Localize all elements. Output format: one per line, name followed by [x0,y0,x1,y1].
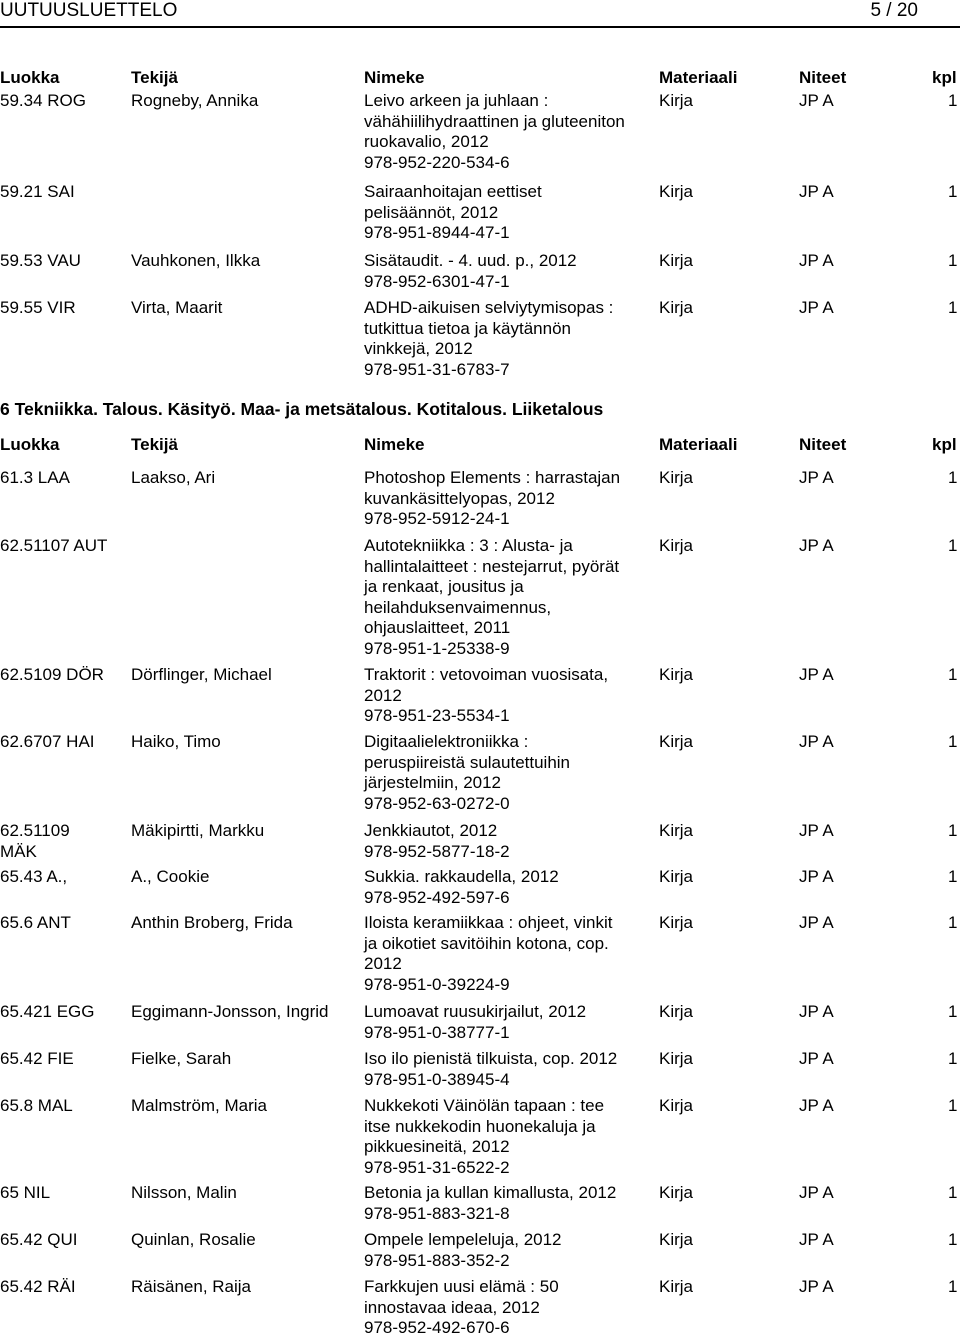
row-nimeke-line: itse nukkekodin huonekaluja ja [364,1116,596,1136]
column-header-tekija: Tekijä [131,68,178,87]
row-nimeke-line: ja oikotiet savitöihin kotona, cop. [364,933,609,953]
row-materiaali: Kirja [659,665,694,684]
row-tekija: Vauhkonen, Ilkka [131,251,261,270]
row-nimeke [364,1230,654,1271]
row-luokka: 65.6 ANT [0,913,71,932]
row-nimeke-line: vähähiilihydraattinen ja gluteeniton [364,111,625,131]
row-nimeke-line: peruspiireistä sulautettuihin [364,752,571,772]
row-tekija: Quinlan, Rosalie [131,1230,256,1249]
row-niteet: JP A [799,821,834,840]
row-isbn: 978-951-8944-47-1 [364,223,510,243]
row-nimeke [364,867,654,908]
row-kpl: 1 [948,867,958,886]
row-isbn: 978-951-883-352-2 [364,1250,510,1270]
row-isbn: 978-952-492-670-6 [364,1318,510,1338]
row-luokka: 59.53 VAU [0,251,81,270]
row-isbn: 978-952-5912-24-1 [364,509,510,529]
row-tekija: Mäkipirtti, Markku [131,821,265,840]
row-nimeke [364,1049,654,1090]
row-luokka: 59.34 ROG [0,91,86,110]
row-luokka: 62.51107 AUT [0,536,108,555]
row-kpl: 1 [948,1002,958,1021]
row-nimeke-line: Ompele lempeleluja, 2012 [364,1230,562,1249]
row-nimeke-line: Farkkujen uusi elämä : 50 [364,1277,559,1296]
row-luokka: 65.8 MAL [0,1096,73,1115]
row-luokka: 59.21 SAI [0,182,75,201]
row-nimeke-line: tutkittua tietoa ja käytännön [364,318,571,338]
column-header-luokka: Luokka [0,68,60,87]
column-header-materiaali: Materiaali [659,68,738,87]
row-nimeke-line: pelisäännöt, 2012 [364,202,499,222]
row-nimeke-line: ADHD-aikuisen selviytymisopas : [364,298,614,317]
row-materiaali: Kirja [659,182,694,201]
row-nimeke [364,536,654,660]
page-number: 5 / 20 [870,0,918,21]
row-kpl: 1 [948,1096,958,1115]
row-nimeke-line: Betonia ja kullan kimallusta, 2012 [364,1183,617,1202]
row-kpl: 1 [948,536,958,555]
row-nimeke-line: innostavaa ideaa, 2012 [364,1297,540,1317]
row-nimeke [364,665,654,727]
row-nimeke [364,1183,654,1224]
row-tekija: Virta, Maarit [131,298,223,317]
row-nimeke-line: pikkuesineitä, 2012 [364,1137,510,1157]
row-niteet: JP A [799,468,834,487]
row-materiaali: Kirja [659,867,694,886]
row-niteet: JP A [799,251,834,270]
row-isbn: 978-951-31-6783-7 [364,359,510,379]
row-tekija: Nilsson, Malin [131,1183,237,1202]
row-luokka: 62.6707 HAI [0,732,95,751]
row-kpl: 1 [948,298,958,317]
row-luokka: 65.42 FIE [0,1049,74,1068]
row-luokka: 61.3 LAA [0,468,70,487]
row-niteet: JP A [799,913,834,932]
row-nimeke-line: Iloista keramiikkaa : ohjeet, vinkit [364,913,613,932]
page-title: UUTUUSLUETTELO [0,0,178,21]
row-isbn: 978-951-883-321-8 [364,1203,510,1223]
row-isbn: 978-951-31-6522-2 [364,1157,510,1177]
row-niteet: JP A [799,867,834,886]
row-nimeke [364,1277,654,1339]
row-nimeke [364,182,654,244]
row-tekija: Räisänen, Raija [131,1277,252,1296]
row-niteet: JP A [799,1183,834,1202]
row-kpl: 1 [948,821,958,840]
column-header-row-2 [0,435,960,457]
row-nimeke [364,913,654,995]
row-niteet: JP A [799,298,834,317]
row-luokka: 65.42 QUI [0,1230,78,1249]
row-nimeke-line: Sisätaudit. - 4. uud. p., 2012 [364,251,577,270]
row-materiaali: Kirja [659,1183,694,1202]
column-header-row-1 [0,68,960,90]
column-header-niteet: Niteet [799,435,847,454]
column-header-kpl: kpl [932,68,957,87]
row-nimeke [364,1096,654,1178]
row-nimeke-line: Sukkia. rakkaudella, 2012 [364,867,559,886]
row-nimeke [364,298,654,380]
row-kpl: 1 [948,665,958,684]
row-luokka: 65.421 EGG [0,1002,95,1021]
column-header-luokka: Luokka [0,435,60,454]
column-header-nimeke: Nimeke [364,435,425,454]
row-kpl: 1 [948,182,958,201]
row-niteet: JP A [799,91,834,110]
row-nimeke-line: 2012 [364,685,402,705]
row-luokka: 65.42 RÄI [0,1277,76,1296]
row-kpl: 1 [948,251,958,270]
row-tekija: A., Cookie [131,867,210,886]
row-materiaali: Kirja [659,91,694,110]
row-materiaali: Kirja [659,1277,694,1296]
section-title: 6 Tekniikka. Talous. Käsityö. Maa- ja metsätalous. Kotitalous. Liiketalous [0,399,604,419]
row-luokka: 62.51109 MÄK [0,821,70,861]
row-nimeke [364,821,654,862]
row-niteet: JP A [799,665,834,684]
row-materiaali: Kirja [659,821,694,840]
row-materiaali: Kirja [659,536,694,555]
row-nimeke-line: Jenkkiautot, 2012 [364,821,498,840]
row-kpl: 1 [948,913,958,932]
row-nimeke-line: Leivo arkeen ja juhlaan : [364,91,549,110]
row-tekija: Dörflinger, Michael [131,665,272,684]
row-kpl: 1 [948,1049,958,1068]
row-niteet: JP A [799,536,834,555]
column-header-tekija: Tekijä [131,435,178,454]
row-nimeke-line: ja renkaat, jousitus ja [364,577,524,597]
row-materiaali: Kirja [659,1002,694,1021]
row-niteet: JP A [799,1002,834,1021]
column-header-kpl: kpl [932,435,957,454]
row-nimeke-line: ruokavalio, 2012 [364,132,489,152]
row-nimeke-line: Autotekniikka : 3 : Alusta- ja [364,536,573,555]
row-materiaali: Kirja [659,732,694,751]
row-nimeke-line: Iso ilo pienistä tilkuista, cop. 2012 [364,1049,618,1068]
row-nimeke [364,91,654,173]
row-materiaali: Kirja [659,1230,694,1249]
row-kpl: 1 [948,468,958,487]
row-materiaali: Kirja [659,468,694,487]
row-tekija: Haiko, Timo [131,732,221,751]
row-isbn: 978-951-0-39224-9 [364,974,510,994]
row-nimeke-line: Digitaalielektroniikka : [364,732,529,751]
row-tekija: Eggimann-Jonsson, Ingrid [131,1002,329,1021]
row-kpl: 1 [948,1230,958,1249]
row-tekija: Laakso, Ari [131,468,216,487]
row-niteet: JP A [799,732,834,751]
row-nimeke-line: Traktorit : vetovoiman vuosisata, [364,665,609,684]
row-nimeke-line: järjestelmiin, 2012 [364,773,502,793]
row-materiaali: Kirja [659,298,694,317]
row-nimeke [364,1002,654,1043]
row-materiaali: Kirja [659,251,694,270]
row-kpl: 1 [948,1277,958,1296]
row-tekija: Anthin Broberg, Frida [131,913,293,932]
row-luokka: 65 NIL [0,1183,51,1202]
row-materiaali: Kirja [659,1096,694,1115]
row-isbn: 978-952-220-534-6 [364,152,510,172]
row-isbn: 978-951-23-5534-1 [364,706,510,726]
page-header [0,0,960,24]
row-kpl: 1 [948,732,958,751]
row-isbn: 978-952-5877-18-2 [364,841,510,861]
row-nimeke [364,732,654,814]
row-kpl: 1 [948,1183,958,1202]
row-kpl: 1 [948,91,958,110]
row-nimeke-line: Photoshop Elements : harrastajan [364,468,621,487]
row-luokka: 59.55 VIR [0,298,76,317]
row-nimeke-line: Sairaanhoitajan eettiset [364,182,542,201]
row-luokka: 62.5109 DÖR [0,665,104,684]
row-nimeke [364,251,654,292]
row-nimeke-line: ohjauslaitteet, 2011 [364,618,511,638]
row-tekija: Malmström, Maria [131,1096,268,1115]
row-isbn: 978-952-6301-47-1 [364,271,510,291]
row-materiaali: Kirja [659,913,694,932]
row-niteet: JP A [799,1230,834,1249]
row-nimeke-line: 2012 [364,954,402,974]
row-luokka: 65.43 A., [0,867,68,886]
row-nimeke-line: heilahduksenvaimennus, [364,597,552,617]
row-nimeke-line: Lumoavat ruusukirjailut, 2012 [364,1002,587,1021]
row-niteet: JP A [799,1096,834,1115]
row-niteet: JP A [799,1277,834,1296]
row-nimeke [364,468,654,530]
row-nimeke-line: vinkkejä, 2012 [364,339,473,359]
row-isbn: 978-951-1-25338-9 [364,638,510,658]
header-divider [0,26,960,28]
row-nimeke-line: kuvankäsittelyopas, 2012 [364,488,555,508]
row-isbn: 978-951-0-38777-1 [364,1022,510,1042]
row-niteet: JP A [799,182,834,201]
column-header-niteet: Niteet [799,68,847,87]
row-isbn: 978-952-63-0272-0 [364,793,510,813]
row-isbn: 978-951-0-38945-4 [364,1069,510,1089]
column-header-nimeke: Nimeke [364,68,425,87]
row-materiaali: Kirja [659,1049,694,1068]
row-tekija: Fielke, Sarah [131,1049,232,1068]
row-isbn: 978-952-492-597-6 [364,887,510,907]
column-header-materiaali: Materiaali [659,435,738,454]
row-nimeke-line: Nukkekoti Väinölän tapaan : tee [364,1096,605,1115]
row-niteet: JP A [799,1049,834,1068]
row-nimeke-line: hallintalaitteet : nestejarrut, pyörät [364,556,620,576]
row-tekija: Rogneby, Annika [131,91,259,110]
